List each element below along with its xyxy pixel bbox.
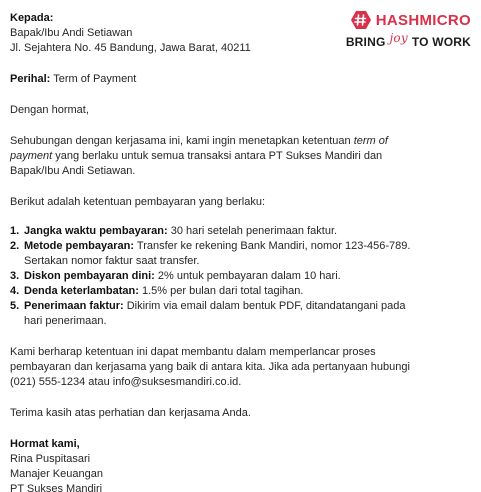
logo-tagline-joy: joy <box>389 31 408 45</box>
list-item <box>10 269 470 284</box>
intro-term-emphasis-1: term of <box>353 135 388 147</box>
list-item-text: 1.5% per bulan dari total tagihan. <box>138 285 304 297</box>
subject-line <box>10 72 470 87</box>
list-item-number: 4. <box>10 285 20 297</box>
letter-body <box>10 11 470 492</box>
closing-paragraph <box>10 345 470 390</box>
closing-text-1: Kami berharap ketentuan ini dapat membantu dalam memperlancar proses <box>10 346 376 358</box>
list-item <box>10 239 470 269</box>
subject-label: Perihal: <box>10 73 51 85</box>
recipient-block <box>10 11 470 56</box>
list-item-label: Metode pembayaran: <box>24 240 135 252</box>
subject-value: Term of Payment <box>53 73 137 85</box>
recipient-address: Jl. Sejahtera No. 45 Bandung, Jawa Barat, 40211 <box>10 42 251 54</box>
greeting: Dengan hormat, <box>10 104 89 116</box>
signature-block <box>10 437 470 492</box>
list-item-number: 3. <box>10 270 20 282</box>
terms-list <box>10 224 470 329</box>
list-item-text: Transfer ke rekening Bank Mandiri, nomor 123-456-789. <box>134 240 411 252</box>
list-item-text-cont: Sertakan nomor faktur saat transfer. <box>24 255 200 267</box>
list-item-text: Dikirim via email dalam bentuk PDF, ditandatangani pada <box>123 300 406 312</box>
list-item-text: 30 hari setelah penerimaan faktur. <box>167 225 338 237</box>
intro-text-3: Bapak/Ibu Andi Setiawan. <box>10 165 136 177</box>
intro-text-1: Sehubungan dengan kerjasama ini, kami ingin menetapkan ketentuan <box>10 135 354 147</box>
signature-label: Hormat kami, <box>10 438 80 450</box>
terms-lead: Berikut adalah ketentuan pembayaran yang berlaku: <box>10 196 266 208</box>
list-item <box>10 299 470 329</box>
list-item <box>10 284 470 299</box>
recipient-label: Kepada: <box>10 12 54 24</box>
closing-text-2: pembayaran dan kerjasama yang baik di antara kita. Jika ada pertanyaan hubungi <box>10 361 410 373</box>
logo-brand-name: HASHMICRO <box>375 11 471 29</box>
list-item-label: Jangka waktu pembayaran: <box>24 225 168 237</box>
signature-title: Manajer Keuangan <box>10 468 103 480</box>
intro-term-emphasis-2: payment <box>10 150 53 162</box>
list-item-text: 2% untuk pembayaran dalam 10 hari. <box>154 270 341 282</box>
list-item-label: Denda keterlambatan: <box>24 285 139 297</box>
logo-tagline-left: BRING <box>345 35 386 49</box>
thanks-line: Terima kasih atas perhatian dan kerjasama Anda. <box>10 407 251 419</box>
recipient-name: Bapak/Ibu Andi Setiawan <box>10 27 133 39</box>
list-item-number: 5. <box>10 300 20 312</box>
signature-company: PT Sukses Mandiri <box>10 483 103 492</box>
list-item-number: 1. <box>10 225 20 237</box>
list-item-text-cont: hari penerimaan. <box>24 315 107 327</box>
list-item <box>10 224 470 239</box>
closing-text-3: (021) 555-1234 atau info@suksesmandiri.co.id. <box>10 376 242 388</box>
signature-name: Rina Puspitasari <box>10 453 91 465</box>
list-item-label: Penerimaan faktur: <box>24 300 124 312</box>
intro-paragraph <box>10 134 470 179</box>
list-item-number: 2. <box>10 240 20 252</box>
intro-text-2: yang berlaku untuk semua transaksi antara PT Sukses Mandiri dan <box>52 150 383 162</box>
list-item-label: Diskon pembayaran dini: <box>24 270 155 282</box>
logo-tagline-right: TO WORK <box>411 35 471 49</box>
